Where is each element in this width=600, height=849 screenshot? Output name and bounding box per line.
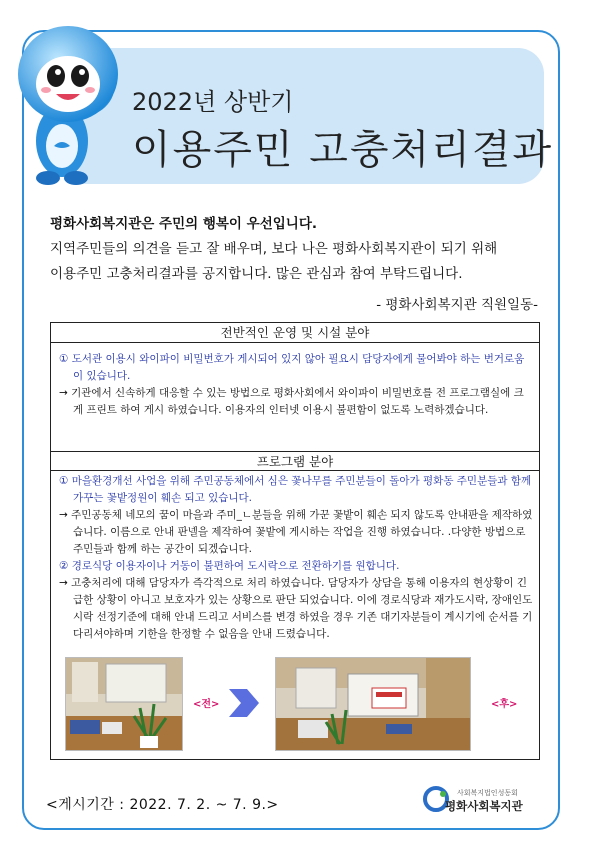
before-photo — [65, 657, 183, 751]
complaint-text: ① 마을환경개선 사업을 위해 주민공동체에서 심은 꽃나무를 주민분들이 돌아가 평화동 주민분들과 함께 가꾸는 꽃밭정원이 훼손 되고 있습니다. — [59, 475, 532, 504]
response-text: → 주민공동체 네모의 꿈이 마을과 주미_ㄴ분들을 위해 가꾼 꽃밭이 훼손 되지 않도록 안내판을 제작하였습니다. 이름으로 안내 판넬을 제작하여 꽃밭에 게시하는 작업을 진행 하였습니다. .다양한 방법으로 주민들과 함께 하는 공간이 되겠습니다. — [59, 509, 533, 555]
results-box — [50, 322, 540, 760]
signature: - 평화사회복지관 직원일동- — [376, 297, 538, 313]
intro-line: 지역주민들의 의견을 듣고 잘 배우며, 보다 나은 평화사회복지관이 되기 위해 — [50, 241, 498, 257]
logo-subtitle: 사회복지법인성동회 — [457, 789, 518, 797]
before-label: <전> — [193, 699, 220, 710]
after-label: <후> — [491, 699, 518, 710]
section-heading: 전반적인 운영 및 시설 분야 — [51, 323, 539, 343]
list-item — [59, 351, 533, 419]
list-item — [59, 473, 533, 643]
response-text: → 기관에서 신속하게 대응할 수 있는 방법으로 평화사회에서 와이파이 비밀번호를 전 프로그램실에 크게 프린트 하여 게시 하였습니다. 이용자의 인터넷 이용시 불편함이 없도록 노력하겠습니다. — [59, 387, 524, 416]
intro-line: 이용주민 고충처리결과를 공지합니다. 많은 관심과 참여 부탁드립니다. — [50, 266, 463, 282]
intro-headline: 평화사회복지관은 주민의 행복이 우선입니다. — [50, 216, 318, 232]
after-photo — [275, 657, 471, 751]
page-title: 이용주민 고충처리결과 — [132, 127, 554, 173]
posting-period: <게시기간 : 2022. 7. 2. ~ 7. 9.> — [46, 797, 279, 813]
org-logo — [421, 786, 541, 820]
response-text: → 고충처리에 대해 담당자가 즉각적으로 처리 하였습니다. 담당자가 상담을 통해 이용자의 현상황이 긴급한 상황이 아니고 보호자가 있는 상황으로 판단 되었습니다. 이에 경로식당과 재가도시락, 장애인도시락 선정기준에 대해 안내 드리고 서비스를 변경 하였을 경우 기존 대기자분들이 계시기에 순서를 기다리셔야하며 기한을 한정할 수 없음을 안내 드렸습니다. — [59, 577, 533, 640]
year-title: 2022년 상반기 — [132, 88, 294, 116]
intro — [50, 212, 550, 287]
mascot-icon — [8, 6, 128, 196]
arrow-right-icon — [227, 687, 261, 719]
complaint-text: ② 경로식당 이용자이나 거동이 불편하여 도시락으로 전환하기를 원합니다. — [59, 560, 400, 572]
complaint-text: ① 도서관 이용시 와이파이 비밀번호가 게시되어 있지 않아 필요시 담당자에게 물어봐야 하는 번거로움이 있습니다. — [59, 353, 525, 382]
section-heading: 프로그램 분야 — [51, 451, 539, 471]
logo-name: 평화사회복지관 — [445, 799, 523, 813]
